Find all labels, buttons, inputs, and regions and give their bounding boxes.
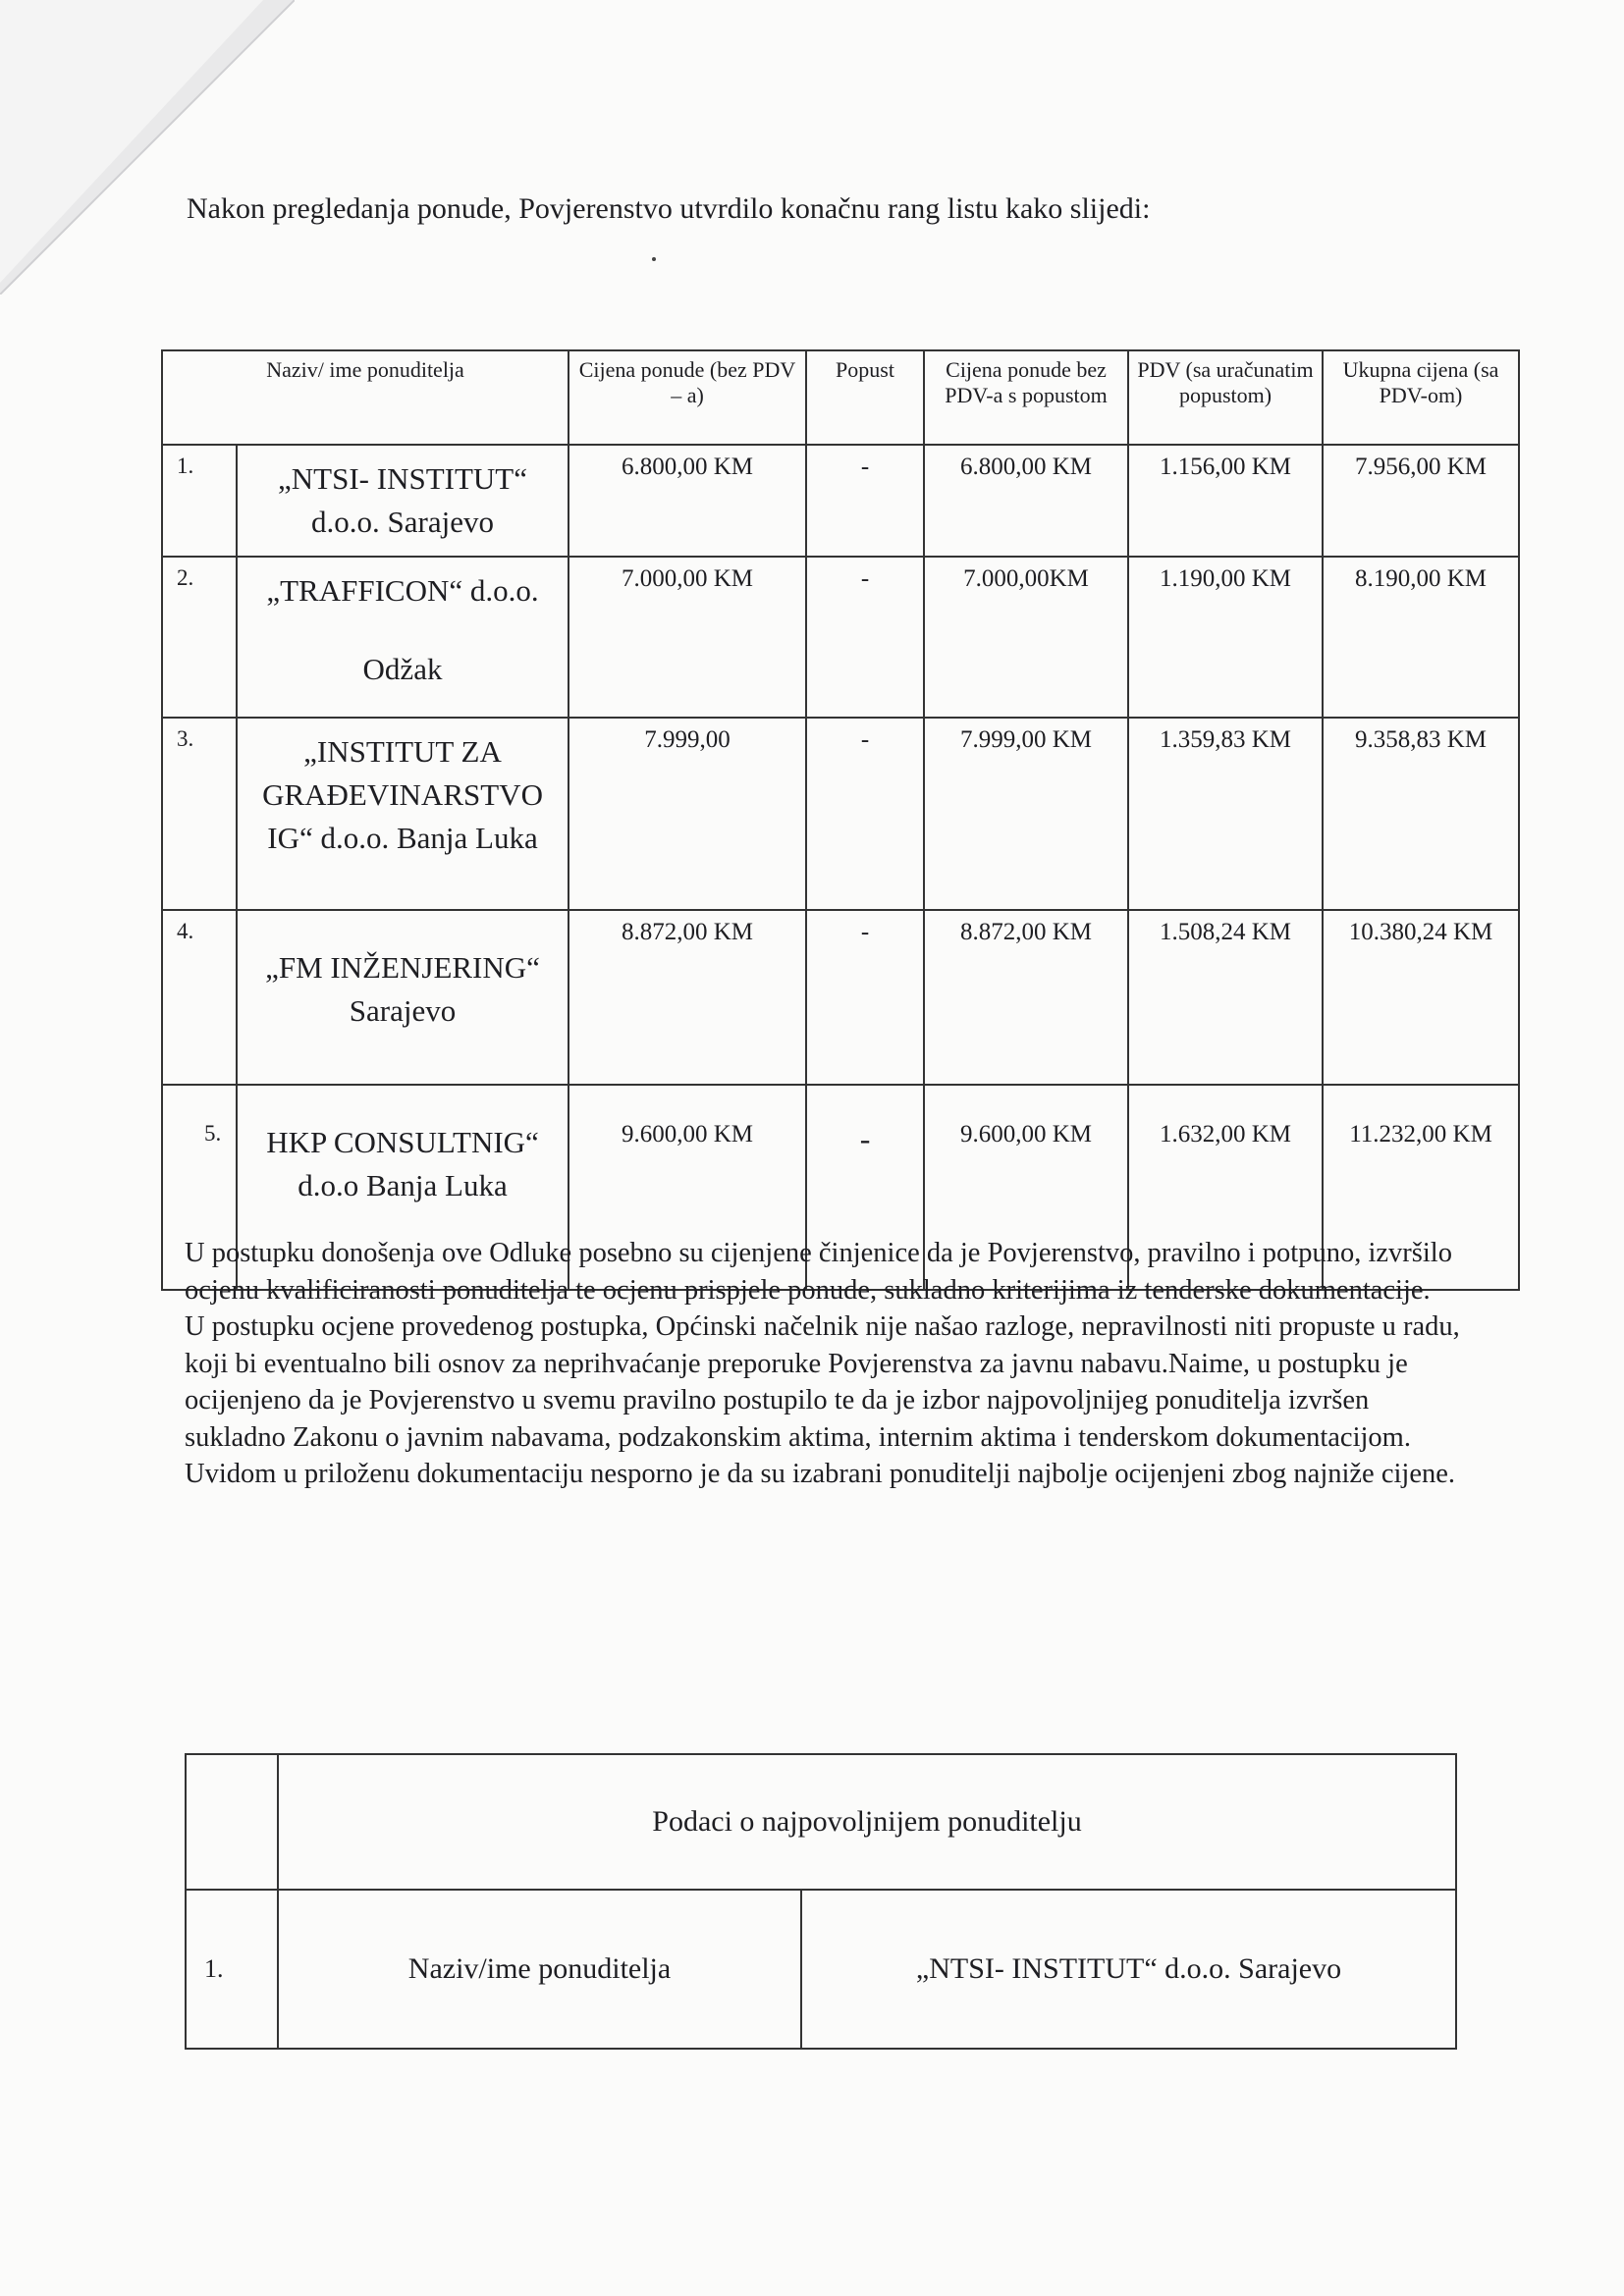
ranking-table [161, 349, 1520, 1291]
table-row [162, 445, 1519, 557]
header-name: Naziv/ ime ponuditelja [162, 350, 568, 445]
price-cell: 6.800,00 KM [568, 445, 806, 557]
price-discount-cell: 9.600,00 KM [924, 1085, 1128, 1290]
price-discount-cell: 8.872,00 KM [924, 910, 1128, 1085]
body-text [185, 1235, 1461, 1493]
price-cell: 8.872,00 KM [568, 910, 806, 1085]
paragraph-conclusion: U postupku ocjene provedenog postupka, Općinski načelnik nije našao razloge, nepravilnosti niti propuste u radu, koji bi eventualno bili osnov za neprihvaćanje preporuke Povjerenstva za javnu nabavu.Naime, u postupku je ocijenjeno da je Povjerenstvo u svemu pravilno postupilo te da je izbor najpovoljnijeg ponuditelja izvršen sukladno Zakonu o javnim nabavama, podzakonskim aktima, internim aktima i tenderskom dokumentacijom. Uvidom u priloženu dokumentaciju nesporno je da su izabrani ponuditelji najbolje ocijenjeni zbog najniže cijene. [185, 1311, 1460, 1489]
table-row [186, 1890, 1456, 2049]
table-row [162, 718, 1519, 910]
vat-cell: 1.632,00 KM [1128, 1085, 1323, 1290]
bidder-name-line2: Odžak [362, 652, 443, 686]
bidder-name-line1: „INSTITUT ZA GRAĐEVINARSTVO [262, 734, 543, 812]
total-cell: 11.232,00 KM [1323, 1085, 1519, 1290]
bidder-name-line1: HKP CONSULTNIG“ [266, 1125, 539, 1159]
bidder-name-line2: d.o.o. Sarajevo [311, 505, 494, 539]
vat-cell: 1.508,24 KM [1128, 910, 1323, 1085]
bidder-name-line1: „NTSI- INSTITUT“ [278, 461, 527, 496]
best-bidder-header: Podaci o najpovoljnijem ponuditelju [278, 1754, 1456, 1890]
discount-cell: - [806, 910, 924, 1085]
price-discount-cell: 7.999,00 KM [924, 718, 1128, 910]
discount-cell: - [806, 718, 924, 910]
header-vat: PDV (sa uračunatim popustom) [1128, 350, 1323, 445]
price-discount-cell: 6.800,00 KM [924, 445, 1128, 557]
intro-text: Nakon pregledanja ponude, Povjerenstvo utvrdilo konačnu rang listu kako slijedi: [187, 192, 1151, 225]
row-number: 4. [162, 910, 237, 1085]
table-row [162, 910, 1519, 1085]
table-row [162, 557, 1519, 718]
bidder-name-line1: „FM INŽENJERING“ [265, 950, 540, 985]
bidder-name [237, 910, 568, 1085]
total-cell: 8.190,00 KM [1323, 557, 1519, 718]
discount-cell: - [806, 557, 924, 718]
header-discount: Popust [806, 350, 924, 445]
stray-dot [652, 257, 656, 261]
bidder-name-line2: d.o.o Banja Luka [298, 1168, 508, 1202]
total-cell: 10.380,24 KM [1323, 910, 1519, 1085]
vat-cell: 1.359,83 KM [1128, 718, 1323, 910]
bidder-name [237, 557, 568, 718]
price-cell: 7.999,00 [568, 718, 806, 910]
empty-cell [186, 1754, 278, 1890]
best-bidder-header-row [186, 1754, 1456, 1890]
row-number: 5. [162, 1085, 237, 1290]
price-cell: 7.000,00 KM [568, 557, 806, 718]
best-bidder-value: „NTSI- INSTITUT“ d.o.o. Sarajevo [801, 1890, 1456, 2049]
spacer [247, 613, 558, 648]
total-cell: 9.358,83 KM [1323, 718, 1519, 910]
header-price: Cijena ponude (bez PDV – a) [568, 350, 806, 445]
table-header-row [162, 350, 1519, 445]
price-cell: 9.600,00 KM [568, 1085, 806, 1290]
row-number: 1. [162, 445, 237, 557]
bidder-name [237, 445, 568, 557]
total-cell: 7.956,00 KM [1323, 445, 1519, 557]
discount-cell: - [806, 445, 924, 557]
price-discount-cell: 7.000,00KM [924, 557, 1128, 718]
bidder-name-line2: IG“ d.o.o. Banja Luka [267, 821, 538, 855]
bidder-name [237, 718, 568, 910]
vat-cell: 1.156,00 KM [1128, 445, 1323, 557]
discount-cell: - [806, 1085, 924, 1290]
page-corner-fold [0, 0, 295, 294]
best-bidder-table [185, 1753, 1457, 2050]
bidder-name-line2: Sarajevo [349, 993, 457, 1028]
best-bidder-label: Naziv/ime ponuditelja [278, 1890, 801, 2049]
paragraph-evaluation: U postupku donošenja ove Odluke posebno su cijenjene činjenice da je Povjerenstvo, pravilno i potpuno, izvršilo ocjenu kvalificiranosti ponuditelja te ocjenu prispjele ponude, sukladno kriterijima iz tenderske dokumentacije. [185, 1238, 1452, 1306]
vat-cell: 1.190,00 KM [1128, 557, 1323, 718]
row-number: 2. [162, 557, 237, 718]
bidder-name-line1: „TRAFFICON“ d.o.o. [266, 573, 539, 608]
header-price-discount: Cijena ponude bez PDV-a s popustom [924, 350, 1128, 445]
row-number: 3. [162, 718, 237, 910]
row-number: 1. [186, 1890, 278, 2049]
header-total: Ukupna cijena (sa PDV-om) [1323, 350, 1519, 445]
